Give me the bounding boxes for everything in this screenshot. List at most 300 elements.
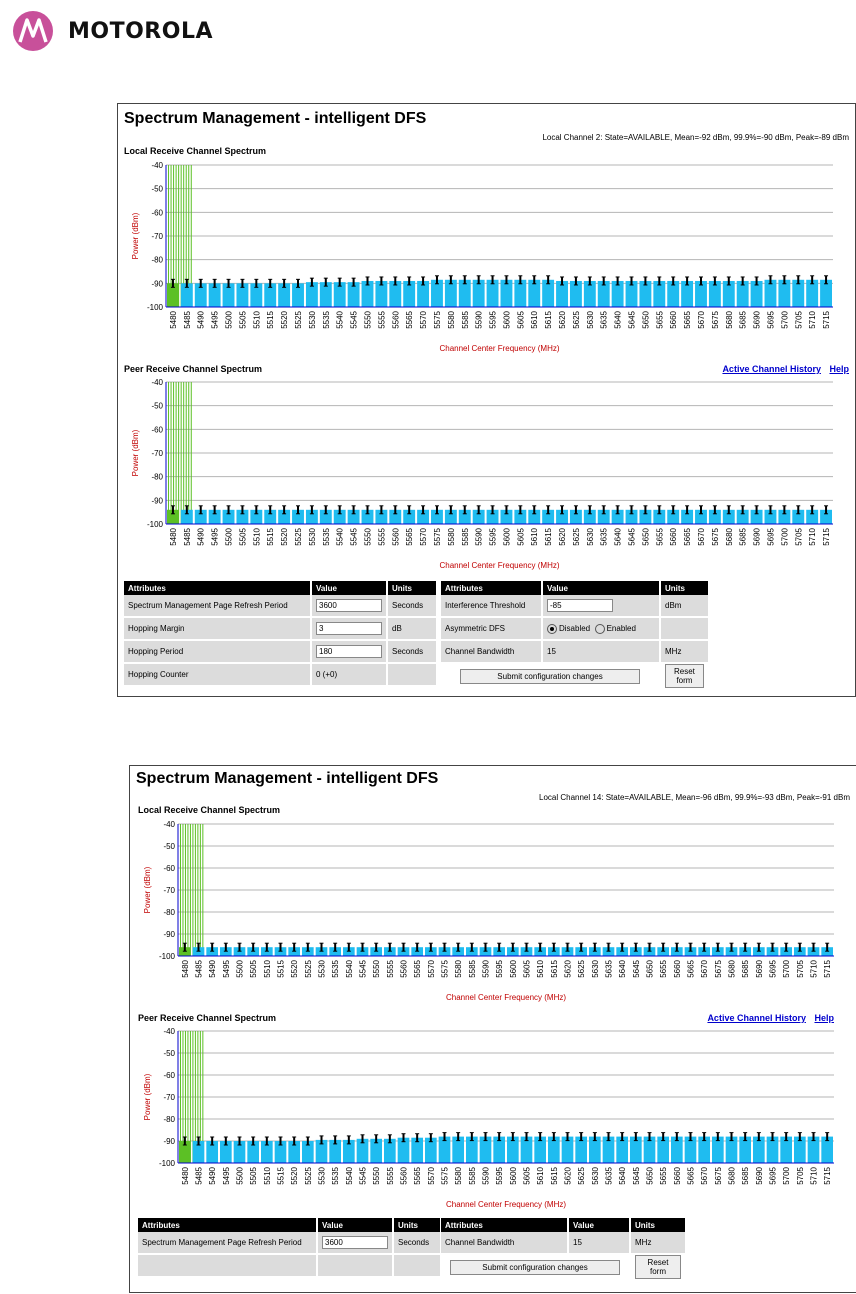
attr-label: Channel Bandwidth — [441, 640, 542, 663]
x-tick-label: 5655 — [659, 1167, 669, 1185]
x-tick-label: 5520 — [280, 311, 290, 329]
x-tick-label: 5560 — [399, 1167, 409, 1185]
x-tick-label: 5590 — [481, 1167, 491, 1185]
attr-units: Seconds — [387, 595, 437, 617]
motorola-batwing-icon — [12, 10, 54, 52]
peer-spectrum-chart — [130, 1025, 856, 1215]
x-tick-label: 5620 — [563, 960, 573, 978]
refresh-period-input[interactable] — [322, 1236, 388, 1249]
x-tick-label: 5555 — [385, 960, 395, 978]
x-tick-label: 5630 — [590, 1167, 600, 1185]
attr-units: MHz — [630, 1232, 686, 1254]
y-tick-label: -60 — [151, 208, 163, 218]
x-tick-label: 5560 — [391, 528, 401, 546]
x-tick-label: 5605 — [516, 528, 526, 546]
x-tick-label: 5490 — [208, 1167, 218, 1185]
table-row — [124, 663, 437, 686]
reset-form-button[interactable]: Reset form — [635, 1255, 681, 1279]
y-tick-label: -80 — [151, 255, 163, 265]
x-tick-label: 5685 — [741, 1167, 751, 1185]
x-tick-label: 5690 — [754, 960, 764, 978]
x-tick-label: 5670 — [696, 528, 706, 546]
y-axis-title: Power (dBm) — [131, 429, 140, 477]
attr-label: Spectrum Management Page Refresh Period — [124, 595, 311, 617]
x-tick-label: 5620 — [558, 528, 568, 546]
x-tick-label: 5615 — [549, 960, 559, 978]
local-spectrum-label: Local Receive Channel Spectrum — [124, 146, 267, 156]
local-spectrum-label: Local Receive Channel Spectrum — [138, 805, 281, 815]
x-tick-label: 5550 — [372, 1167, 382, 1185]
x-tick-label: 5515 — [266, 311, 276, 329]
col-units: Units — [660, 581, 709, 595]
x-tick-label: 5645 — [631, 1167, 641, 1185]
table-row — [138, 1232, 441, 1254]
x-tick-label: 5670 — [696, 311, 706, 329]
y-tick-label: -70 — [163, 886, 175, 895]
col-units: Units — [393, 1218, 441, 1232]
x-tick-label: 5525 — [294, 528, 304, 546]
x-tick-label: 5585 — [460, 311, 470, 329]
x-axis-title: Channel Center Frequency (MHz) — [445, 993, 567, 1002]
x-tick-label: 5625 — [577, 960, 587, 978]
attr-label: Hopping Margin — [124, 617, 311, 640]
attr-units — [387, 663, 437, 686]
x-tick-label: 5565 — [405, 528, 415, 546]
x-tick-label: 5505 — [238, 311, 248, 329]
motorola-logo — [12, 10, 213, 52]
x-tick-label: 5525 — [294, 311, 304, 329]
x-tick-label: 5570 — [426, 960, 436, 978]
help-link[interactable]: Help — [814, 1013, 834, 1023]
x-tick-label: 5680 — [727, 960, 737, 978]
x-tick-label: 5490 — [208, 960, 218, 978]
y-tick-label: -90 — [163, 930, 175, 939]
x-tick-label: 5655 — [655, 311, 665, 329]
x-tick-label: 5580 — [446, 311, 456, 329]
bandwidth-value: 15 — [542, 640, 660, 663]
x-tick-label: 5485 — [194, 1167, 204, 1185]
y-tick-label: -40 — [151, 378, 163, 387]
col-units: Units — [387, 581, 437, 595]
x-tick-label: 5695 — [766, 528, 776, 546]
x-tick-label: 5605 — [516, 311, 526, 329]
x-tick-label: 5595 — [488, 311, 498, 329]
hopping-margin-input[interactable] — [316, 622, 382, 635]
x-tick-label: 5660 — [672, 1167, 682, 1185]
y-tick-label: -90 — [151, 496, 163, 506]
x-tick-label: 5705 — [794, 311, 804, 329]
x-tick-label: 5700 — [782, 960, 792, 978]
x-tick-label: 5690 — [752, 311, 762, 329]
x-tick-label: 5590 — [474, 528, 484, 546]
peer-spectrum-label: Peer Receive Channel Spectrum — [124, 364, 263, 374]
attr-label: Interference Threshold — [441, 595, 542, 617]
x-tick-label: 5575 — [440, 960, 450, 978]
y-tick-label: -70 — [151, 449, 163, 458]
col-value: Value — [311, 581, 387, 595]
attr-label: Spectrum Management Page Refresh Period — [138, 1232, 317, 1254]
x-tick-label: 5610 — [536, 960, 546, 978]
x-tick-label: 5675 — [713, 960, 723, 978]
attr-units: Seconds — [387, 640, 437, 663]
x-tick-label: 5490 — [196, 311, 206, 329]
x-tick-label: 5495 — [221, 1167, 231, 1185]
y-tick-label: -50 — [151, 401, 163, 411]
x-tick-label: 5695 — [768, 1167, 778, 1185]
x-tick-label: 5675 — [710, 311, 720, 329]
table-row — [441, 640, 709, 663]
x-tick-label: 5530 — [307, 528, 317, 546]
x-tick-label: 5555 — [377, 311, 387, 329]
y-tick-label: -40 — [163, 1027, 175, 1036]
x-tick-label: 5640 — [618, 1167, 628, 1185]
x-tick-label: 5660 — [669, 311, 679, 329]
x-tick-label: 5595 — [495, 1167, 505, 1185]
table-row — [441, 617, 709, 640]
x-tick-label: 5645 — [631, 960, 641, 978]
x-tick-label: 5560 — [391, 311, 401, 329]
y-tick-label: -90 — [151, 279, 163, 289]
x-tick-label: 5680 — [727, 1167, 737, 1185]
x-axis-title: Channel Center Frequency (MHz) — [445, 1200, 567, 1209]
x-tick-label: 5505 — [249, 1167, 259, 1185]
x-tick-label: 5530 — [317, 960, 327, 978]
x-tick-label: 5550 — [363, 528, 373, 546]
x-tick-label: 5625 — [577, 1167, 587, 1185]
radio-label-enabled: Enabled — [606, 623, 636, 633]
y-tick-label: -100 — [146, 303, 163, 312]
x-tick-label: 5660 — [672, 960, 682, 978]
x-tick-label: 5630 — [585, 311, 595, 329]
refresh-period-input[interactable] — [316, 599, 382, 612]
x-tick-label: 5590 — [474, 311, 484, 329]
page-title: Spectrum Management - intelligent DFS — [124, 110, 427, 127]
x-tick-label: 5570 — [419, 528, 429, 546]
x-tick-label: 5640 — [613, 311, 623, 329]
x-tick-label: 5540 — [344, 1167, 354, 1185]
y-tick-label: -70 — [151, 232, 163, 241]
y-tick-label: -50 — [151, 184, 163, 194]
x-tick-label: 5600 — [502, 311, 512, 329]
x-tick-label: 5700 — [780, 311, 790, 329]
panel-links — [716, 364, 849, 374]
col-attributes: Attributes — [441, 1218, 568, 1232]
help-link[interactable]: Help — [829, 364, 849, 374]
reset-form-button[interactable]: Reset form — [665, 664, 704, 688]
x-tick-label: 5535 — [331, 1167, 341, 1185]
x-tick-label: 5645 — [627, 311, 637, 329]
x-tick-label: 5560 — [399, 960, 409, 978]
x-tick-label: 5480 — [168, 311, 178, 329]
attributes-table-left — [124, 581, 438, 687]
x-tick-label: 5510 — [262, 1167, 272, 1185]
x-tick-label: 5680 — [724, 311, 734, 329]
x-tick-label: 5715 — [822, 311, 832, 329]
x-tick-label: 5680 — [724, 528, 734, 546]
spectrum-panel-1 — [117, 103, 856, 697]
peer-spectrum-label: Peer Receive Channel Spectrum — [138, 1013, 277, 1023]
x-tick-label: 5655 — [659, 960, 669, 978]
x-tick-label: 5685 — [738, 311, 748, 329]
x-tick-label: 5545 — [358, 960, 368, 978]
col-value: Value — [317, 1218, 393, 1232]
x-tick-label: 5715 — [823, 960, 833, 978]
submit-config-button[interactable]: Submit configuration changes — [460, 669, 640, 684]
y-tick-label: -40 — [151, 161, 163, 170]
x-tick-label: 5665 — [686, 1167, 696, 1185]
col-attributes: Attributes — [124, 581, 311, 595]
x-tick-label: 5500 — [224, 528, 234, 546]
local-spectrum-chart — [130, 818, 856, 1008]
x-tick-label: 5495 — [210, 528, 220, 546]
x-tick-label: 5670 — [700, 960, 710, 978]
x-tick-label: 5610 — [536, 1167, 546, 1185]
x-tick-label: 5575 — [432, 528, 442, 546]
x-tick-label: 5690 — [754, 1167, 764, 1185]
x-tick-label: 5505 — [238, 528, 248, 546]
table-row — [124, 617, 437, 640]
attr-units: dB — [387, 617, 437, 640]
x-tick-label: 5535 — [321, 311, 331, 329]
y-tick-label: -80 — [151, 472, 163, 482]
x-tick-label: 5515 — [276, 960, 286, 978]
x-tick-label: 5650 — [645, 1167, 655, 1185]
attr-label: Hopping Period — [124, 640, 311, 663]
y-tick-label: -90 — [163, 1137, 175, 1146]
x-tick-label: 5500 — [235, 960, 245, 978]
table-row — [441, 1232, 686, 1254]
x-tick-label: 5650 — [645, 960, 655, 978]
col-attributes: Attributes — [138, 1218, 317, 1232]
attributes-table-left — [138, 1218, 442, 1278]
x-tick-label: 5665 — [683, 311, 693, 329]
col-attributes: Attributes — [441, 581, 542, 595]
y-tick-label: -80 — [163, 1115, 175, 1124]
x-tick-label: 5700 — [780, 528, 790, 546]
col-value: Value — [542, 581, 660, 595]
x-axis-title: Channel Center Frequency (MHz) — [439, 344, 560, 353]
x-tick-label: 5530 — [307, 311, 317, 329]
attr-label: Asymmetric DFS — [441, 617, 542, 640]
x-tick-label: 5620 — [563, 1167, 573, 1185]
interference-threshold-input[interactable] — [547, 599, 613, 612]
radio-label-disabled: Disabled — [559, 623, 591, 633]
peer-spectrum-chart — [118, 376, 855, 576]
x-tick-label: 5675 — [713, 1167, 723, 1185]
x-tick-label: 5515 — [276, 1167, 286, 1185]
x-tick-label: 5695 — [768, 960, 778, 978]
x-tick-label: 5595 — [495, 960, 505, 978]
table-row — [124, 595, 437, 617]
x-tick-label: 5685 — [738, 528, 748, 546]
y-tick-label: -80 — [163, 908, 175, 917]
y-tick-label: -50 — [163, 842, 175, 851]
x-tick-label: 5630 — [585, 528, 595, 546]
x-tick-label: 5480 — [168, 528, 178, 546]
x-tick-label: 5615 — [544, 528, 554, 546]
x-tick-label: 5555 — [377, 528, 387, 546]
x-tick-label: 5705 — [794, 528, 804, 546]
brand-name: MOTOROLA — [68, 18, 213, 44]
x-tick-label: 5520 — [290, 960, 300, 978]
x-tick-label: 5555 — [385, 1167, 395, 1185]
x-tick-label: 5615 — [549, 1167, 559, 1185]
y-axis-title: Power (dBm) — [143, 866, 152, 914]
local-channel-status: Local Channel 2: State=AVAILABLE, Mean=-92 dBm, 99.9%=-90 dBm, Peak=-89 dBm — [542, 133, 849, 142]
x-tick-label: 5650 — [641, 528, 651, 546]
x-tick-label: 5480 — [180, 960, 190, 978]
x-tick-label: 5520 — [290, 1167, 300, 1185]
attributes-table-right — [441, 581, 710, 690]
x-tick-label: 5710 — [808, 311, 818, 329]
table-row — [441, 595, 709, 617]
asym-dfs-enabled-radio[interactable] — [595, 624, 605, 634]
x-tick-label: 5590 — [481, 960, 491, 978]
attr-units: Seconds — [393, 1232, 441, 1254]
x-tick-label: 5700 — [782, 1167, 792, 1185]
y-tick-label: -100 — [158, 952, 175, 961]
x-tick-label: 5495 — [210, 311, 220, 329]
x-axis-title: Channel Center Frequency (MHz) — [439, 561, 560, 570]
page-title: Spectrum Management - intelligent DFS — [136, 770, 439, 787]
x-tick-label: 5485 — [182, 528, 192, 546]
x-tick-label: 5625 — [571, 311, 581, 329]
y-tick-label: -40 — [163, 820, 175, 829]
x-tick-label: 5665 — [686, 960, 696, 978]
x-tick-label: 5685 — [741, 960, 751, 978]
x-tick-label: 5710 — [809, 960, 819, 978]
hopping-period-input[interactable] — [316, 645, 382, 658]
hopping-counter-value: 0 (+0) — [311, 663, 387, 686]
x-tick-label: 5490 — [196, 528, 206, 546]
x-tick-label: 5605 — [522, 1167, 532, 1185]
x-tick-label: 5690 — [752, 528, 762, 546]
x-tick-label: 5535 — [331, 960, 341, 978]
x-tick-label: 5545 — [358, 1167, 368, 1185]
x-tick-label: 5675 — [710, 528, 720, 546]
x-tick-label: 5550 — [363, 311, 373, 329]
x-tick-label: 5600 — [502, 528, 512, 546]
y-tick-label: -60 — [151, 425, 163, 435]
x-tick-label: 5540 — [335, 528, 345, 546]
col-units: Units — [630, 1218, 686, 1232]
x-tick-label: 5585 — [467, 960, 477, 978]
y-tick-label: -50 — [163, 1049, 175, 1058]
active-channel-history-link[interactable]: Active Channel History — [722, 364, 821, 374]
table-row — [124, 640, 437, 663]
x-tick-label: 5495 — [221, 960, 231, 978]
y-tick-label: -60 — [163, 1071, 175, 1080]
local-spectrum-chart — [118, 159, 855, 359]
attr-label: Hopping Counter — [124, 663, 311, 686]
y-tick-label: -60 — [163, 864, 175, 873]
x-tick-label: 5575 — [432, 311, 442, 329]
x-tick-label: 5625 — [571, 528, 581, 546]
y-tick-label: -70 — [163, 1093, 175, 1102]
x-tick-label: 5575 — [440, 1167, 450, 1185]
x-tick-label: 5635 — [599, 528, 609, 546]
x-tick-label: 5635 — [604, 1167, 614, 1185]
x-tick-label: 5525 — [303, 960, 313, 978]
x-tick-label: 5565 — [413, 1167, 423, 1185]
x-tick-label: 5670 — [700, 1167, 710, 1185]
x-tick-label: 5705 — [795, 960, 805, 978]
bandwidth-value: 15 — [568, 1232, 630, 1254]
x-tick-label: 5620 — [558, 311, 568, 329]
x-tick-label: 5710 — [808, 528, 818, 546]
x-tick-label: 5530 — [317, 1167, 327, 1185]
x-tick-label: 5610 — [530, 311, 540, 329]
y-axis-title: Power (dBm) — [143, 1073, 152, 1121]
x-tick-label: 5635 — [604, 960, 614, 978]
x-tick-label: 5615 — [544, 311, 554, 329]
x-tick-label: 5660 — [669, 528, 679, 546]
attr-label: Channel Bandwidth — [441, 1232, 568, 1254]
x-tick-label: 5645 — [627, 528, 637, 546]
x-tick-label: 5710 — [809, 1167, 819, 1185]
x-tick-label: 5715 — [823, 1167, 833, 1185]
attr-units: MHz — [660, 640, 709, 663]
local-channel-status: Local Channel 14: State=AVAILABLE, Mean=-96 dBm, 99.9%=-93 dBm, Peak=-91 dBm — [539, 793, 850, 802]
y-axis-title: Power (dBm) — [131, 212, 140, 260]
x-tick-label: 5515 — [266, 528, 276, 546]
submit-config-button[interactable]: Submit configuration changes — [450, 1260, 620, 1275]
x-tick-label: 5485 — [182, 311, 192, 329]
x-tick-label: 5665 — [683, 528, 693, 546]
asym-dfs-disabled-radio[interactable] — [547, 624, 557, 634]
x-tick-label: 5610 — [530, 528, 540, 546]
y-tick-label: -100 — [146, 520, 163, 529]
x-tick-label: 5640 — [613, 528, 623, 546]
x-tick-label: 5655 — [655, 528, 665, 546]
x-tick-label: 5525 — [303, 1167, 313, 1185]
active-channel-history-link[interactable]: Active Channel History — [707, 1013, 806, 1023]
x-tick-label: 5510 — [252, 311, 262, 329]
x-tick-label: 5585 — [460, 528, 470, 546]
x-tick-label: 5570 — [419, 311, 429, 329]
attr-units: dBm — [660, 595, 709, 617]
col-value: Value — [568, 1218, 630, 1232]
x-tick-label: 5510 — [252, 528, 262, 546]
x-tick-label: 5600 — [508, 1167, 518, 1185]
attributes-table-right — [441, 1218, 687, 1281]
x-tick-label: 5580 — [454, 1167, 464, 1185]
x-tick-label: 5510 — [262, 960, 272, 978]
y-tick-label: -100 — [158, 1159, 175, 1168]
x-tick-label: 5605 — [522, 960, 532, 978]
x-tick-label: 5580 — [446, 528, 456, 546]
x-tick-label: 5480 — [180, 1167, 190, 1185]
panel-links — [701, 1013, 834, 1023]
x-tick-label: 5635 — [599, 311, 609, 329]
x-tick-label: 5595 — [488, 528, 498, 546]
x-tick-label: 5695 — [766, 311, 776, 329]
x-tick-label: 5715 — [822, 528, 832, 546]
x-tick-label: 5540 — [335, 311, 345, 329]
x-tick-label: 5580 — [454, 960, 464, 978]
x-tick-label: 5630 — [590, 960, 600, 978]
x-tick-label: 5500 — [224, 311, 234, 329]
spectrum-panel-2 — [129, 765, 856, 1293]
x-tick-label: 5565 — [413, 960, 423, 978]
x-tick-label: 5640 — [618, 960, 628, 978]
x-tick-label: 5545 — [349, 528, 359, 546]
x-tick-label: 5520 — [280, 528, 290, 546]
x-tick-label: 5705 — [795, 1167, 805, 1185]
x-tick-label: 5485 — [194, 960, 204, 978]
x-tick-label: 5570 — [426, 1167, 436, 1185]
x-tick-label: 5650 — [641, 311, 651, 329]
